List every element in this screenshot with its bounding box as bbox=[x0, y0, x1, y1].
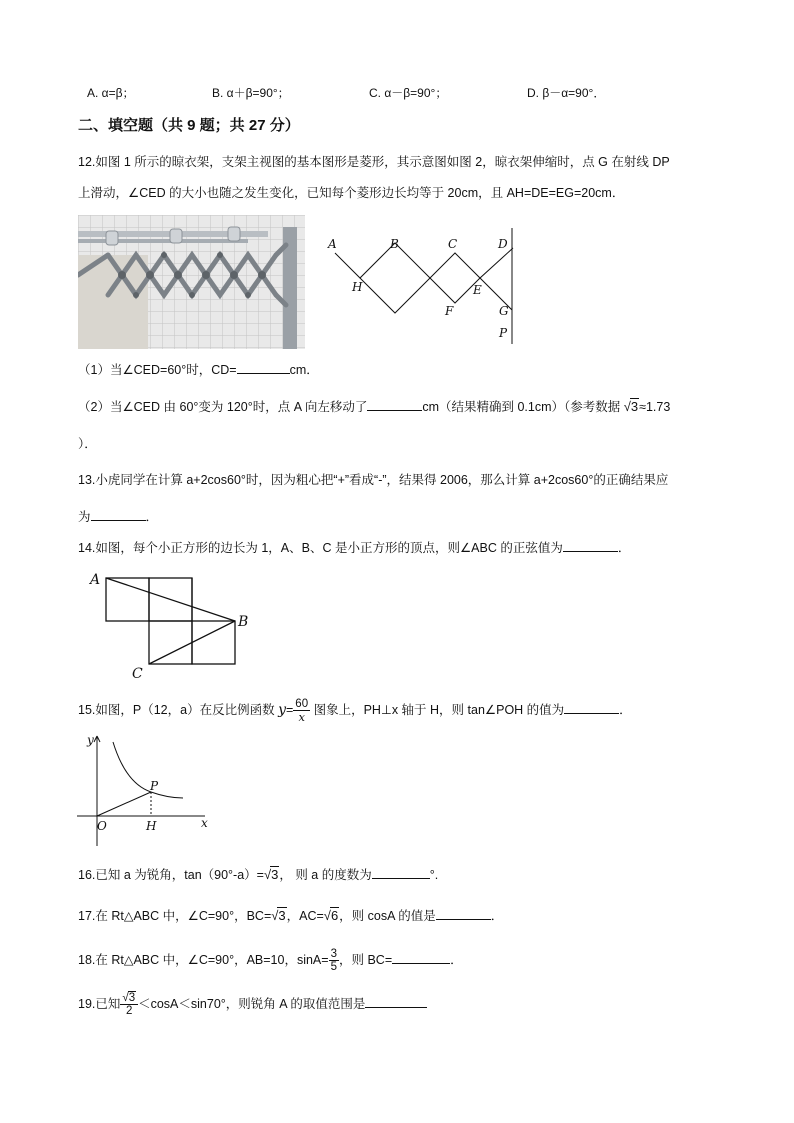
label-o: O bbox=[97, 819, 107, 833]
option-d: D. β－α=90°． bbox=[527, 86, 606, 100]
label-a: A bbox=[90, 572, 101, 588]
answer-blank[interactable] bbox=[563, 539, 618, 552]
diagram-labels bbox=[327, 237, 509, 340]
q12-sub2: （2）当∠CED 由 60°变为 120°时，点 A 向左移动了 cm（结果精确到 0.1cm）（参考数据 √3≈1.73 bbox=[78, 397, 670, 417]
q13-line1: 13.小虎同学在计算 a+2cos60°时，因为粗心把“+”看成“-”，结果得 2006，那么计算 a+2cos60°的正确结果应 bbox=[78, 473, 669, 487]
q14-text: 14.如图，每个小正方形的边长为 1，A、B、C 是小正方形的顶点，则∠ABC 的正弦值为 ． bbox=[78, 541, 631, 555]
rhombus-diagram bbox=[320, 228, 530, 350]
sqrt-expr: √3 bbox=[623, 399, 639, 414]
label-p: P bbox=[499, 326, 508, 340]
label-c: C bbox=[448, 237, 458, 251]
option-a: A. α=β； bbox=[87, 86, 135, 100]
label-g: G bbox=[499, 304, 509, 318]
grid-diagram bbox=[88, 568, 258, 684]
q12-line1: 12.如图 1 所示的晾衣架，支架主视图的基本图形是菱形，其示意图如图 2，晾衣架伸缩时，点 G 在射线 DP bbox=[78, 155, 670, 169]
option-b: B. α＋β=90°； bbox=[212, 86, 290, 100]
q17-text: 17.在 Rt△ABC 中，∠C=90°，BC=√3，AC=√6，则 cosA 的值是 ． bbox=[78, 908, 504, 923]
answer-blank[interactable] bbox=[367, 398, 422, 411]
q19-text: 19.已知 $\frac{√3}{2}$ ＜cosA＜sin70°，则锐角 A 的取值范围是 bbox=[78, 992, 427, 1017]
answer-blank[interactable] bbox=[436, 907, 491, 920]
label-y: y bbox=[87, 733, 94, 747]
label-h: H bbox=[146, 819, 157, 833]
answer-blank[interactable] bbox=[365, 995, 427, 1008]
option-c: C. α－β=90°； bbox=[369, 86, 448, 100]
label-b: B bbox=[238, 614, 249, 630]
q15-text: 15.如图，P（12，a）在反比例函数 y= $\frac{60}{x}$ 图象上，PH⊥x 轴于 H，则 tan∠POH 的值为 ． bbox=[78, 698, 632, 724]
q16-text: 16.已知 a 为锐角，tan（90°-a）=√3， 则 a 的度数为 °. bbox=[78, 867, 439, 882]
answer-blank[interactable] bbox=[564, 701, 619, 714]
q12-sub1: （1）当∠CED=60°时，CD= cm． bbox=[78, 363, 319, 377]
label-c: C bbox=[132, 666, 143, 682]
label-d: D bbox=[498, 237, 508, 251]
label-h: H bbox=[352, 280, 363, 294]
answer-blank[interactable] bbox=[237, 361, 290, 374]
label-p: P bbox=[150, 779, 159, 793]
q12-sub2-end: ）． bbox=[78, 437, 97, 451]
answer-blank[interactable] bbox=[91, 508, 146, 521]
label-f: F bbox=[445, 304, 454, 318]
q18-text: 18.在 Rt△ABC 中，∠C=90°，AB=10，sinA= $\frac{3}{5}$ ，则 BC= ． bbox=[78, 948, 463, 973]
label-x: x bbox=[201, 816, 208, 830]
label-e: E bbox=[473, 283, 482, 297]
function-graph bbox=[75, 728, 215, 846]
clothes-rack-photo bbox=[78, 215, 305, 349]
label-b: B bbox=[390, 237, 399, 251]
answer-blank[interactable] bbox=[372, 866, 430, 879]
label-a: A bbox=[328, 237, 337, 251]
answer-blank[interactable] bbox=[392, 951, 450, 964]
q13-line2: 为 ． bbox=[78, 510, 159, 524]
section-title: 二、填空题（共 9 题；共 27 分） bbox=[78, 117, 300, 134]
q12-line2: 上滑动，∠CED 的大小也随之发生变化，已知每个菱形边长均等于 20cm，且 AH=DE=EG=20cm． bbox=[78, 186, 625, 200]
